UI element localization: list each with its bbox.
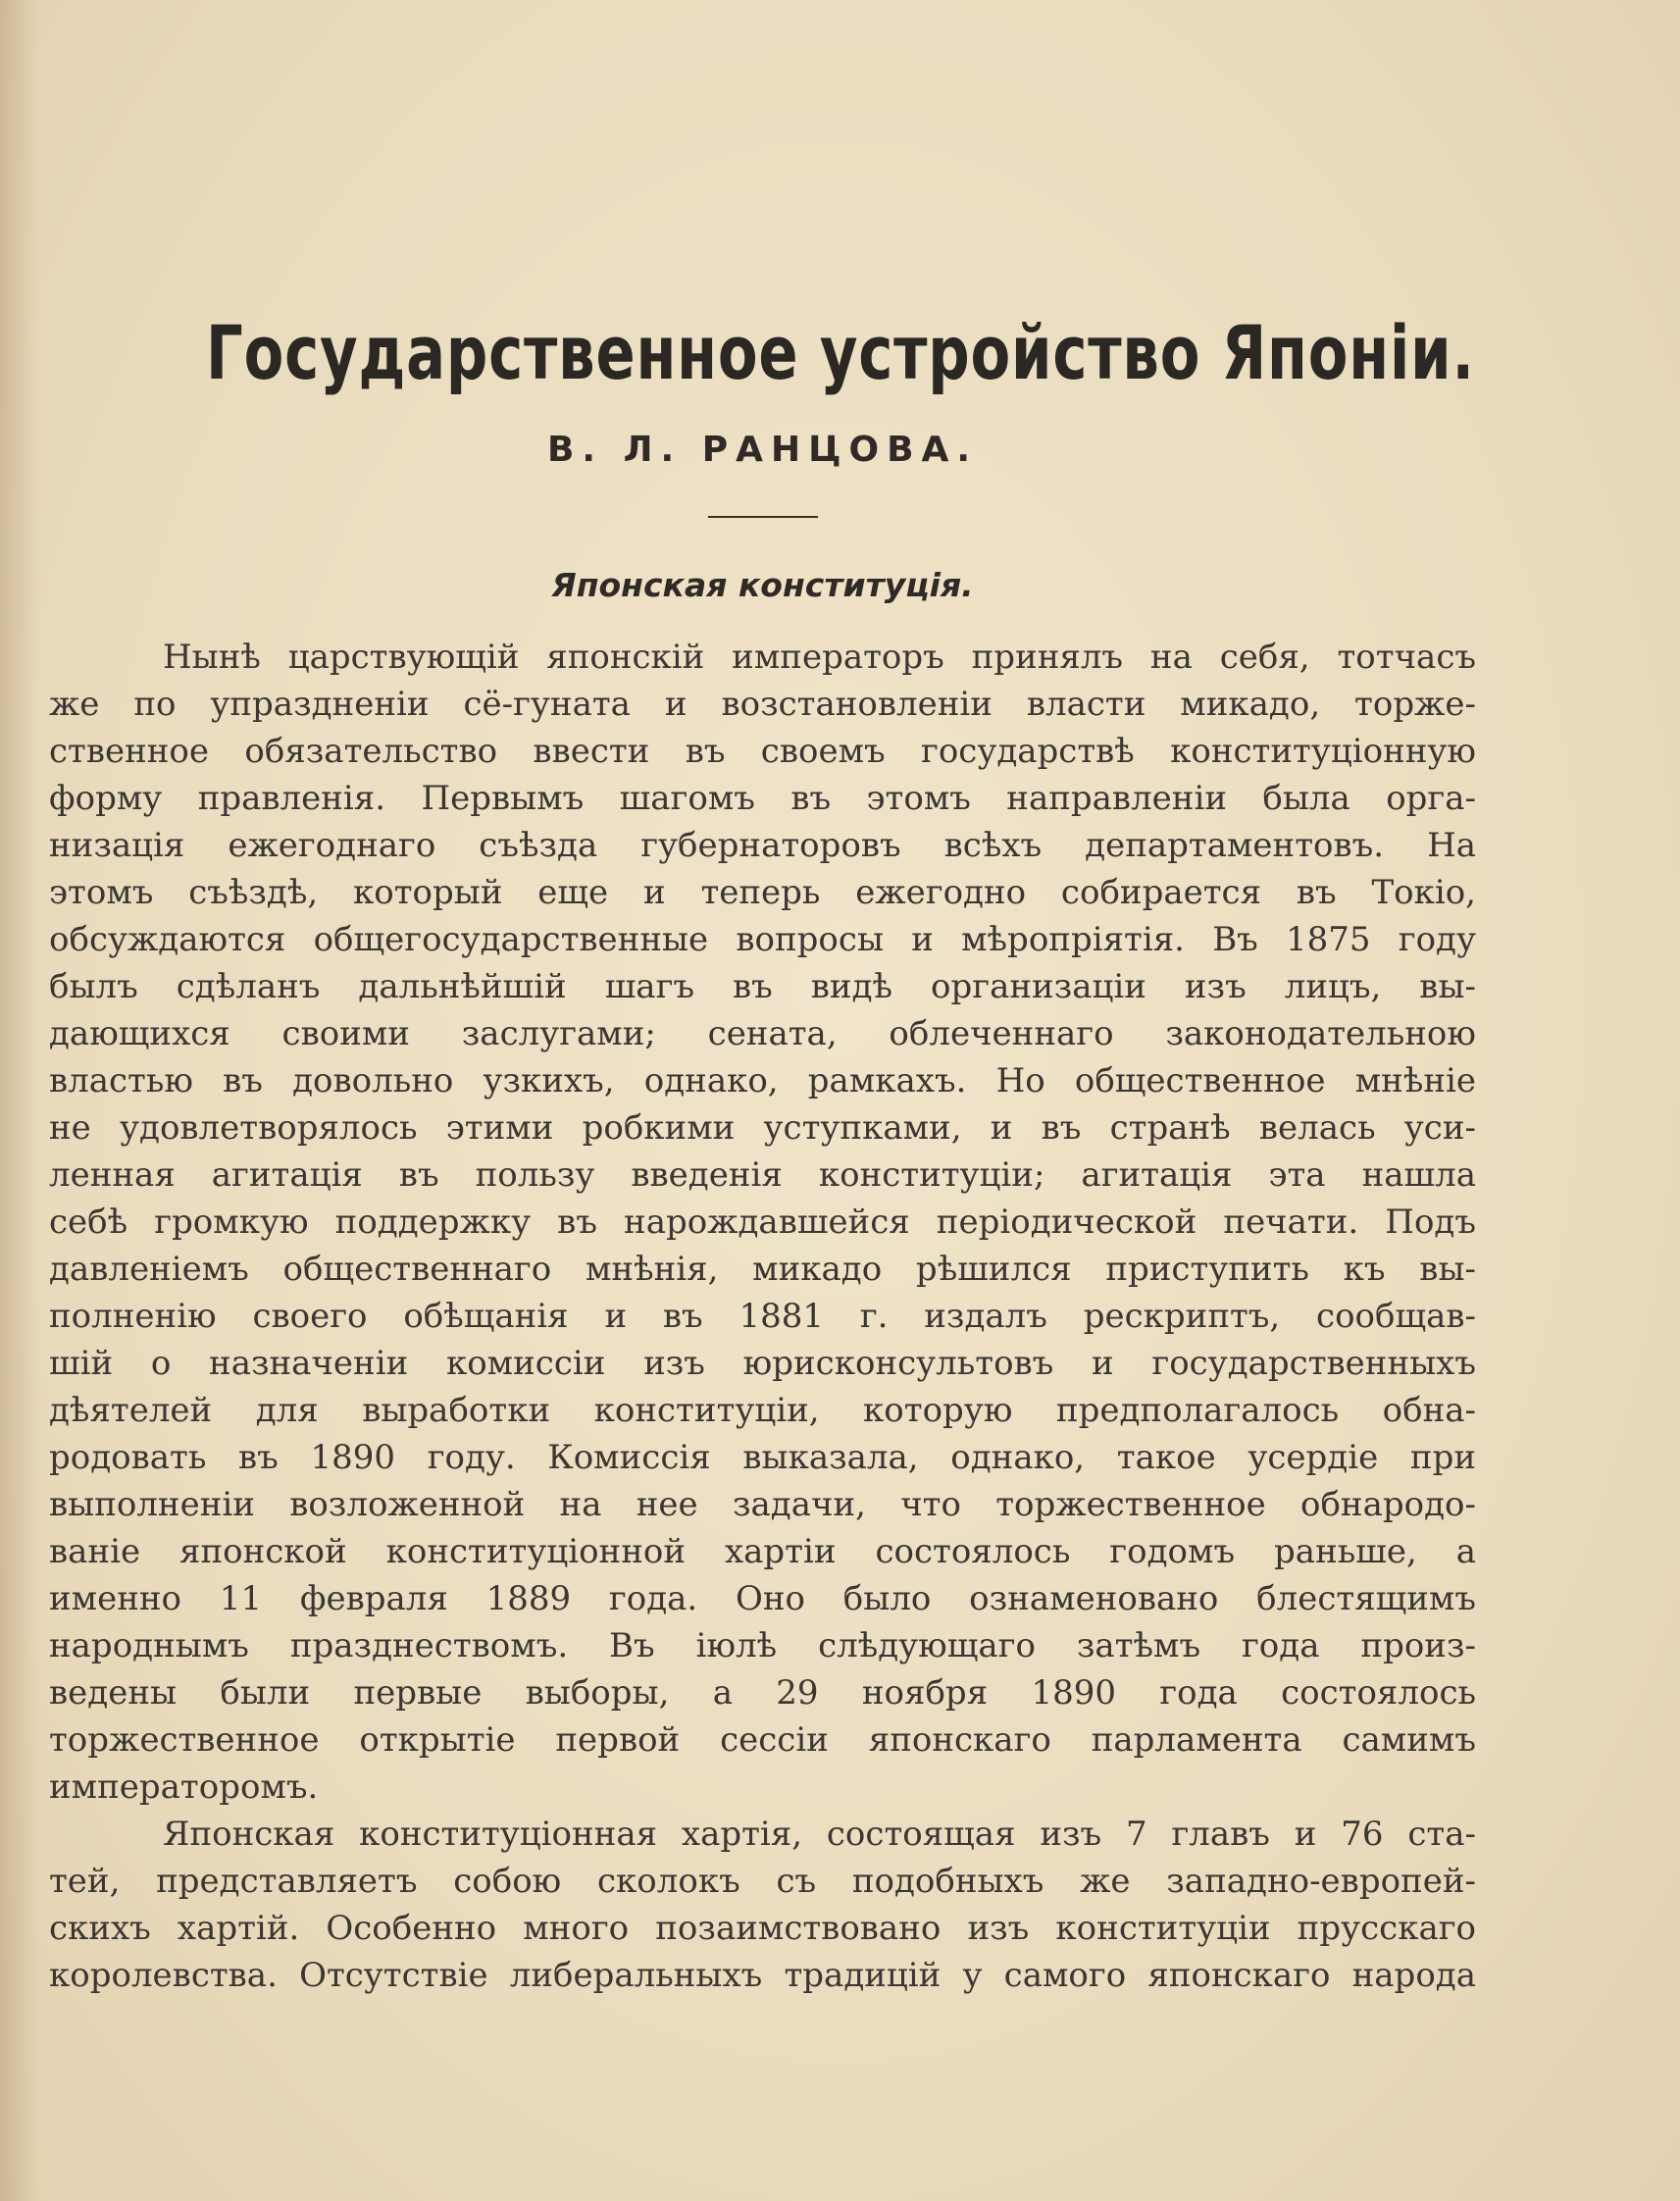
text-line: этомъ съѣздѣ, который еще и теперь ежегодно собирается въ Токіо, [49,873,1476,912]
text-line: полненію своего обѣщанія и въ 1881 г. издалъ рескриптъ, сообщав- [49,1297,1476,1336]
text-line: Нынѣ царствующій японскій императоръ принялъ на себя, тотчасъ [163,638,1476,677]
text-line: давленіемъ общественнаго мнѣнія, микадо рѣшился приступить къ вы- [49,1250,1476,1289]
text-line: королевства. Отсутствіе либеральныхъ традицій у самого японскаго народа [49,1956,1476,1995]
title-divider [708,516,818,518]
text-line: выполненіи возложенной на нее задачи, что торжественное обнародо- [49,1485,1476,1524]
text-line: дѣятелей для выработки конституціи, которую предполагалось обна- [49,1391,1476,1430]
text-line: же по упраздненіи сё-гуната и возстановленіи власти микадо, торже- [49,685,1476,724]
text-line: тей, представляетъ собою сколокъ съ подобныхъ же западно-европей- [49,1862,1476,1901]
text-line: низація ежегоднаго съѣзда губернаторовъ всѣхъ департаментовъ. На [49,826,1476,865]
text-line: дающихся своими заслугами; сената, облеченнаго законодательною [49,1014,1476,1053]
text-line: ведены были первые выборы, а 29 ноября 1890 года состоялось [49,1673,1476,1713]
text-line: Японская конституціонная хартія, состоящая изъ 7 главъ и 76 ста- [163,1815,1476,1854]
article-author: В. Л. РАНЦОВА. [546,430,979,470]
text-line: не удовлетворялось этими робкими уступками, и въ странѣ велась уси- [49,1108,1476,1148]
text-line: родовать въ 1890 году. Комиссія выказала, однако, такое усердіе при [49,1438,1476,1477]
article-title: Государственное устройство Японіи. [206,309,1475,396]
text-line: императоромъ. [49,1767,319,1807]
text-line: торжественное открытіе первой сессіи японскаго парламента самимъ [49,1720,1476,1760]
page-edge-shadow [0,0,39,2201]
text-line: шій о назначеніи комиссіи изъ юрисконсультовъ и государственныхъ [49,1344,1476,1383]
text-line: народнымъ празднествомъ. Въ іюлѣ слѣдующаго затѣмъ года произ- [49,1626,1476,1665]
section-heading: Японская конституція. [551,566,974,604]
paragraph-2 [49,1811,1476,1999]
text-line: ленная агитація въ пользу введенія конституціи; агитація эта нашла [49,1155,1476,1195]
text-line: ственное обязательство ввести въ своемъ государствѣ конституціонную [49,732,1476,771]
text-line: обсуждаются общегосударственные вопросы и мѣропріятія. Въ 1875 году [49,920,1476,959]
text-line: форму правленія. Первымъ шагомъ въ этомъ направленіи была орга- [49,779,1476,818]
text-line: былъ сдѣланъ дальнѣйшій шагъ въ видѣ организаціи изъ лицъ, вы- [49,967,1476,1006]
article [49,294,1476,1999]
paragraph-1 [49,634,1476,1811]
text-line: именно 11 февраля 1889 года. Оно было ознаменовано блестящимъ [49,1579,1476,1618]
text-line: ваніе японской конституціонной хартіи состоялось годомъ раньше, а [49,1532,1476,1571]
article-body [49,634,1476,1999]
text-line: скихъ хартій. Особенно много позаимствовано изъ конституціи прусскаго [49,1909,1476,1948]
text-line: властью въ довольно узкихъ, однако, рамкахъ. Но общественное мнѣніе [49,1061,1476,1100]
text-line: себѣ громкую поддержку въ нарождавшейся періодической печати. Подъ [49,1203,1476,1242]
